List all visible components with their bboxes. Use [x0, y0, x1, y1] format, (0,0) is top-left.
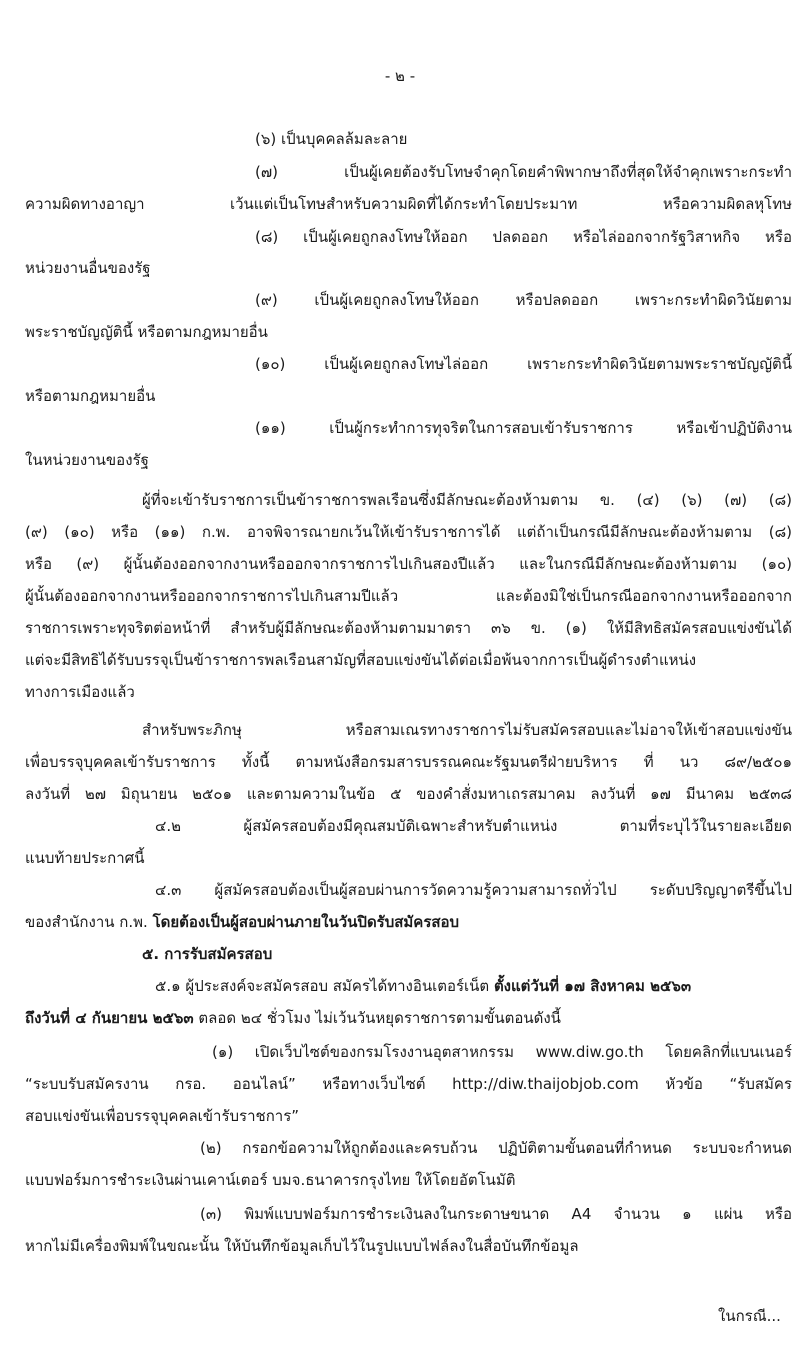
section-5-1-hours: ตลอด ๒๔ ชั่วโมง ไม่เว้นวันหยุดราชการตามขั้นตอนดังนี้	[198, 1009, 561, 1027]
clause-10-line-2: หรือตามกฎหมายอื่น	[25, 387, 156, 405]
exemption-line-5: ราชการเพราะทุจริตต่อหน้าที่ สำหรับผู้มีลักษณะต้องห้ามตามมาตรา ๓๖ ข. (๑) ให้มีสิทธิสมัครสอบแข่งขันได้	[25, 619, 792, 637]
step-3-line-2: หากไม่มีเครื่องพิมพ์ในขณะนั้น ให้บันทึกข้อมูลเก็บไว้ในรูปแบบไฟล์ลงในสื่อบันทึกข้อมูล	[25, 1237, 579, 1255]
clause-10-line-1: (๑๐) เป็นผู้เคยถูกลงโทษไล่ออก เพราะกระทำผิดวินัยตามพระราชบัญญัตินี้	[255, 355, 792, 373]
exemption-line-3: หรือ (๙) ผู้นั้นต้องออกจากงานหรือออกจากราชการไปเกินสองปีแล้ว และในกรณีมีลักษณะต้องห้ามตาม (๑๐)	[25, 555, 792, 573]
section-5-1-end-date: ถึงวันที่ ๔ กันยายน ๒๕๖๓	[25, 1009, 194, 1027]
step-2-line-2: แบบฟอร์มการชำระเงินผ่านเคาน์เตอร์ บมจ.ธนาคารกรุงไทย ให้โดยอัตโนมัติ	[25, 1171, 516, 1189]
monk-note-line-3: ลงวันที่ ๒๗ มิถุนายน ๒๕๐๑ และตามความในข้อ ๕ ของคำสั่งมหาเถรสมาคม ลงวันที่ ๑๗ มีนาคม ๒๕๓๘	[25, 785, 792, 803]
clause-8-line-2: หน่วยงานอื่นของรัฐ	[25, 259, 151, 277]
clause-11-line-2: ในหน่วยงานของรัฐ	[25, 451, 149, 469]
section-4-2-line-1: ๔.๒ ผู้สมัครสอบต้องมีคุณสมบัติเฉพาะสำหรับตำแหน่ง ตามที่ระบุไว้ในรายละเอียด	[155, 817, 792, 835]
clause-7-line-2: ความผิดทางอาญา เว้นแต่เป็นโทษสำหรับความผิดที่ได้กระทำโดยประมาท หรือความผิดลหุโทษ	[25, 195, 792, 213]
monk-note-line-2: เพื่อบรรจุบุคคลเข้ารับราชการ ทั้งนี้ ตามหนังสือกรมสารบรรณคณะรัฐมนตรีฝ่ายบริหาร ที่ นว ๘๙/๒๕๐๑	[25, 753, 792, 771]
exemption-line-6: แต่จะมีสิทธิได้รับบรรจุเป็นข้าราชการพลเรือนสามัญที่สอบแข่งขันได้ต่อเมื่อพ้นจากการเป็นผู้ดำรงตำแหน่ง	[25, 651, 697, 669]
exemption-line-1: ผู้ที่จะเข้ารับราชการเป็นข้าราชการพลเรือนซึ่งมีลักษณะต้องห้ามตาม ข. (๔) (๖) (๗) (๘)	[142, 491, 792, 509]
monk-note-line-1: สำหรับพระภิกษุ หรือสามเณรทางราชการไม่รับสมัครสอบและไม่อาจให้เข้าสอบแข่งขัน	[142, 721, 792, 739]
section-4-3-line-1: ๔.๓ ผู้สมัครสอบต้องเป็นผู้สอบผ่านการวัดความรู้ความสามารถทั่วไป ระดับปริญญาตรีขึ้นไป	[155, 881, 792, 899]
clause-6: (๖) เป็นบุคคลล้มละลาย	[255, 130, 408, 148]
section-5-1-line-2	[25, 1008, 792, 1028]
clause-9-line-2: พระราชบัญญัตินี้ หรือตามกฎหมายอื่น	[25, 323, 268, 341]
step-3-line-1: (๓) พิมพ์แบบฟอร์มการชำระเงินลงในกระดาษขนาด A4 จำนวน ๑ แผ่น หรือ	[200, 1205, 792, 1223]
exemption-line-7: ทางการเมืองแล้ว	[25, 683, 135, 701]
section-4-3-line-2	[25, 912, 792, 932]
section-4-2-line-2: แนบท้ายประกาศนี้	[25, 849, 145, 867]
section-4-3-text: ของสำนักงาน ก.พ.	[25, 913, 148, 931]
section-5-1-start-date: ตั้งแต่วันที่ ๑๗ สิงหาคม ๒๕๖๓	[493, 977, 692, 995]
clause-9-line-1: (๙) เป็นผู้เคยถูกลงโทษให้ออก หรือปลดออก เพราะกระทำผิดวินัยตาม	[255, 291, 792, 309]
page-number: - ๒ -	[384, 67, 416, 85]
section-4-3-emphasis: โดยต้องเป็นผู้สอบผ่านภายในวันปิดรับสมัครสอบ	[152, 913, 460, 931]
section-5-1-text: ๕.๑ ผู้ประสงค์จะสมัครสอบ สมัครได้ทางอินเตอร์เน็ต	[155, 977, 490, 995]
step-1-line-3: สอบแข่งขันเพื่อบรรจุบุคคลเข้ารับราชการ”	[25, 1107, 300, 1125]
clause-11-line-1: (๑๑) เป็นผู้กระทำการทุจริตในการสอบเข้ารับราชการ หรือเข้าปฏิบัติงาน	[255, 419, 792, 437]
step-1-line-1: (๑) เปิดเว็บไซต์ของกรมโรงงานอุตสาหกรรม www.diw.go.th โดยคลิกที่แบนเนอร์	[212, 1043, 792, 1061]
exemption-line-4: ผู้นั้นต้องออกจากงานหรือออกจากราชการไปเกินสามปีแล้ว และต้องมิใช่เป็นกรณีออกจากงานหรือออกจาก	[25, 587, 792, 605]
clause-8-line-1: (๘) เป็นผู้เคยถูกลงโทษให้ออก ปลดออก หรือไล่ออกจากรัฐวิสาหกิจ หรือ	[255, 228, 792, 246]
step-1-line-2: “ระบบรับสมัครงาน กรอ. ออนไลน์” หรือทางเว็บไซต์ http://diw.thaijobjob.com หัวข้อ “รับสมัคร	[25, 1075, 792, 1093]
section-5-heading: ๕. การรับสมัครสอบ	[142, 945, 273, 963]
step-2-line-1: (๒) กรอกข้อความให้ถูกต้องและครบถ้วน ปฏิบัติตามขั้นตอนที่กำหนด ระบบจะกำหนด	[200, 1139, 792, 1157]
continuation-text: ในกรณี...	[718, 1307, 781, 1325]
section-5-1-line-1	[155, 976, 792, 996]
exemption-line-2: (๙) (๑๐) หรือ (๑๑) ก.พ. อาจพิจารณายกเว้นให้เข้ารับราชการได้ แต่ถ้าเป็นกรณีมีลักษณะต้องห้ามตาม (๘)	[25, 523, 792, 541]
clause-7-line-1: (๗) เป็นผู้เคยต้องรับโทษจำคุกโดยคำพิพากษาถึงที่สุดให้จำคุกเพราะกระทำ	[255, 163, 792, 181]
